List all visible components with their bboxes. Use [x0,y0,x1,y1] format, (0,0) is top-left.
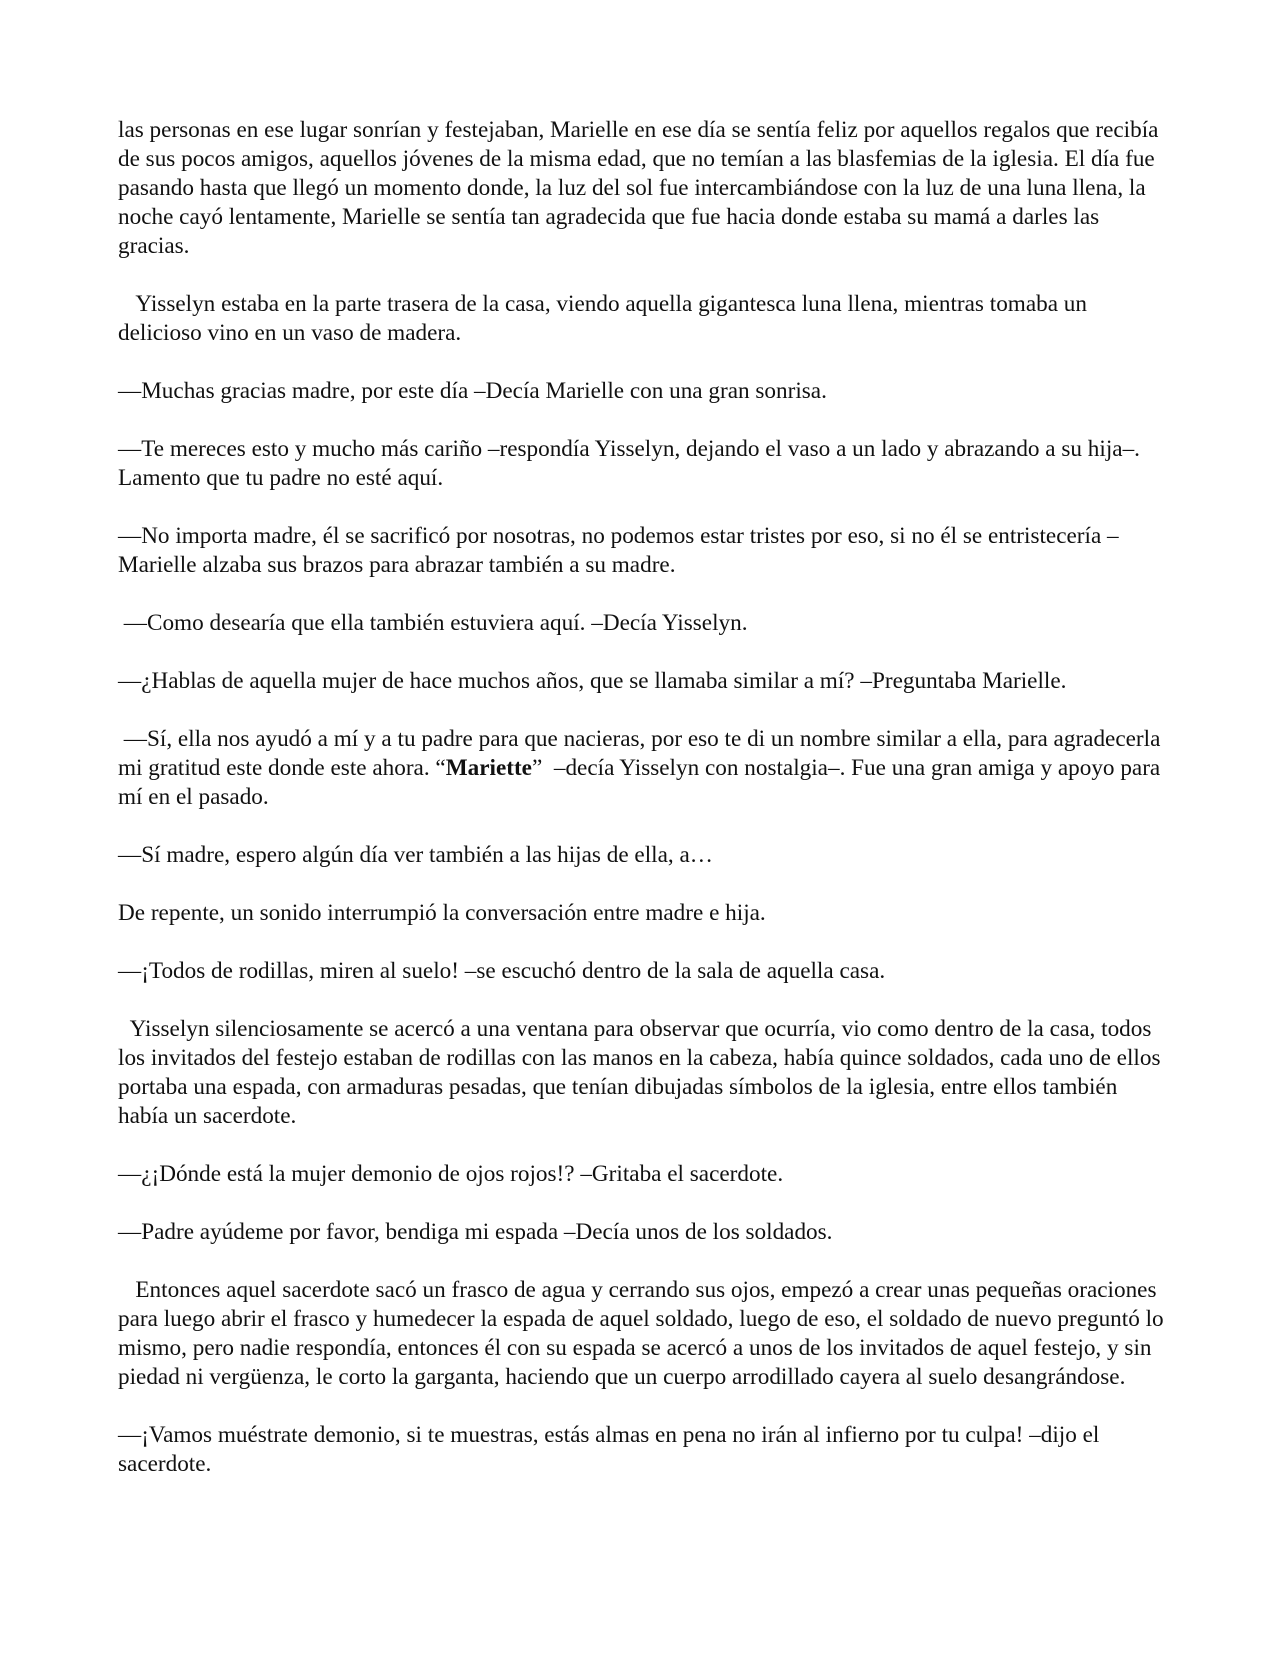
paragraph-6-text: —Como desearía que ella también estuviera aquí. –Decía Yisselyn. [118,610,748,636]
paragraph-10: De repente, un sonido interrumpió la conversación entre madre e hija. [118,900,766,926]
paragraph-4: —Te mereces esto y mucho más cariño –respondía Yisselyn, dejando el vaso a un lado y abrazando a su hija–. Lamento que tu padre no esté aquí. [118,436,1140,491]
paragraph-8-before: —Sí, ella nos ayudó a mí y a tu padre para que nacieras, por eso te di un nombre similar a ella, para agradecerla mi gratitud este donde este ahora. “ [118,726,1167,781]
paragraph-8-bold-name: Mariette [445,755,532,781]
paragraph-3: —Muchas gracias madre, por este día –Decía Marielle con una gran sonrisa. [118,378,827,404]
paragraph-1: las personas en ese lugar sonrían y festejaban, Marielle en ese día se sentía feliz por aquellos regalos que recibía de sus pocos amigos, aquellos jóvenes de la misma edad, que no temían a las blasfemias de la iglesia. El día fue pasando hasta que llegó un momento donde, la luz del sol fue intercambiándose con la luz de una luna llena, la noche cayó lentamente, Marielle se sentía tan agradecida que fue hacia donde estaba su mamá a darles las gracias. [118,117,1159,259]
document-page [118,116,1168,1508]
paragraph-12 [118,1015,1168,1131]
paragraph-2-text: Yisselyn estaba en la parte trasera de la casa, viendo aquella gigantesca luna llena, mientras tomaba un delicioso vino en un vaso de madera. [118,291,1093,346]
paragraph-16: —¡Vamos muéstrate demonio, si te muestras, estás almas en pena no irán al infierno por tu culpa! –dijo el sacerdote. [118,1422,1100,1477]
paragraph-11: —¡Todos de rodillas, miren al suelo! –se escuchó dentro de la sala de aquella casa. [118,958,886,984]
paragraph-14: —Padre ayúdeme por favor, bendiga mi espada –Decía unos de los soldados. [118,1219,833,1245]
paragraph-9: —Sí madre, espero algún día ver también a las hijas de ella, a… [118,842,713,868]
paragraph-15 [118,1276,1168,1392]
paragraph-15-text: Entonces aquel sacerdote sacó un frasco de agua y cerrando sus ojos, empezó a crear unas pequeñas oraciones para luego abrir el frasco y humedecer la espada de aquel soldado, luego de eso, el soldado de nuevo preguntó lo mismo, pero nadie respondía, entonces él con su espada se acercó a unos de los invitados de aquel festejo, y sin piedad ni vergüenza, le corto la garganta, haciendo que un cuerpo arrodillado cayera al suelo desangrándose. [118,1277,1170,1390]
paragraph-12-text: Yisselyn silenciosamente se acercó a una ventana para observar que ocurría, vio como dentro de la casa, todos los invitados del festejo estaban de rodillas con las manos en la cabeza, había quince soldados, cada uno de ellos portaba una espada, con armaduras pesadas, que tenían dibujadas símbolos de la iglesia, entre ellos también había un sacerdote. [118,1016,1167,1129]
paragraph-6 [118,609,1168,638]
paragraph-7: —¿Hablas de aquella mujer de hace muchos años, que se llamaba similar a mí? –Preguntaba Marielle. [118,668,1067,694]
paragraph-8 [118,725,1168,812]
paragraph-13: —¿¡Dónde está la mujer demonio de ojos rojos!? –Gritaba el sacerdote. [118,1161,784,1187]
paragraph-8-after: ” –decía Yisselyn con nostalgia–. Fue una gran amiga y apoyo para mí en el pasado. [118,755,1167,810]
paragraph-5: —No importa madre, él se sacrificó por nosotras, no podemos estar tristes por eso, si no él se entristecería –Marielle alzaba sus brazos para abrazar también a su madre. [118,523,1119,578]
paragraph-2 [118,290,1168,348]
